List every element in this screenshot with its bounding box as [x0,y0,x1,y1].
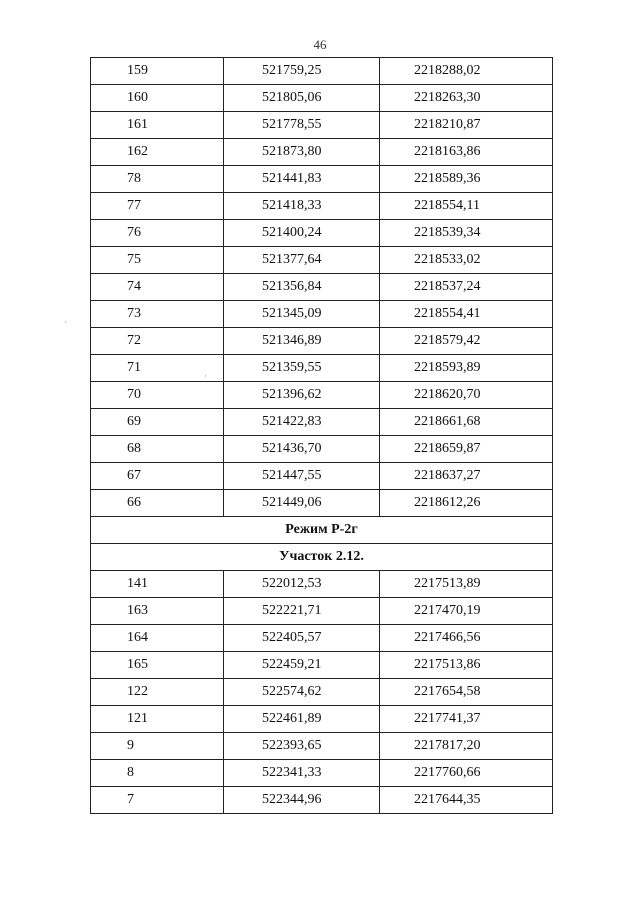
regime-heading-row [91,517,553,544]
y-coordinate-cell: 2218554,41 [380,301,553,328]
x-coordinate-cell: 522012,53 [224,571,380,598]
x-coordinate-cell: 521441,83 [224,166,380,193]
table-row [91,247,553,274]
regime-heading-group [91,517,553,571]
table-row [91,409,553,436]
table-row [91,328,553,355]
x-coordinate-cell: 522221,71 [224,598,380,625]
point-number-cell: 76 [91,220,224,247]
y-coordinate-cell: 2217466,56 [380,625,553,652]
point-number-cell: 75 [91,247,224,274]
x-coordinate-cell: 521346,89 [224,328,380,355]
point-number-cell: 161 [91,112,224,139]
point-number-cell: 71 [91,355,224,382]
point-number-cell: 67 [91,463,224,490]
point-number-cell: 68 [91,436,224,463]
table-row [91,733,553,760]
point-number-cell: 164 [91,625,224,652]
x-coordinate-cell: 521778,55 [224,112,380,139]
y-coordinate-cell: 2218661,68 [380,409,553,436]
x-coordinate-cell: 521356,84 [224,274,380,301]
y-coordinate-cell: 2218612,26 [380,490,553,517]
y-coordinate-cell: 2218533,02 [380,247,553,274]
table-row [91,598,553,625]
point-number-cell: 162 [91,139,224,166]
point-number-cell: 7 [91,787,224,814]
table-row [91,679,553,706]
x-coordinate-cell: 521759,25 [224,58,380,85]
point-number-cell: 165 [91,652,224,679]
table-row [91,760,553,787]
y-coordinate-cell: 2218579,42 [380,328,553,355]
y-coordinate-cell: 2218210,87 [380,112,553,139]
x-coordinate-cell: 522341,33 [224,760,380,787]
y-coordinate-cell: 2217513,86 [380,652,553,679]
point-number-cell: 72 [91,328,224,355]
table-row [91,139,553,166]
scan-speck: · [64,317,67,327]
x-coordinate-cell: 522461,89 [224,706,380,733]
point-number-cell: 141 [91,571,224,598]
x-coordinate-cell: 521436,70 [224,436,380,463]
x-coordinate-cell: 521449,06 [224,490,380,517]
section-heading: Участок 2.12. [91,544,553,571]
y-coordinate-cell: 2217817,20 [380,733,553,760]
x-coordinate-cell: 522459,21 [224,652,380,679]
y-coordinate-cell: 2218620,70 [380,382,553,409]
scan-speck: · [204,371,207,381]
point-number-cell: 122 [91,679,224,706]
regime-heading: Режим Р-2г [91,517,553,544]
y-coordinate-cell: 2218637,27 [380,463,553,490]
y-coordinate-cell: 2218288,02 [380,58,553,85]
y-coordinate-cell: 2218659,87 [380,436,553,463]
x-coordinate-cell: 522574,62 [224,679,380,706]
point-number-cell: 8 [91,760,224,787]
y-coordinate-cell: 2218554,11 [380,193,553,220]
table-row [91,301,553,328]
table-row [91,571,553,598]
point-number-cell: 159 [91,58,224,85]
point-number-cell: 70 [91,382,224,409]
x-coordinate-cell: 521396,62 [224,382,380,409]
y-coordinate-cell: 2217760,66 [380,760,553,787]
y-coordinate-cell: 2218589,36 [380,166,553,193]
x-coordinate-cell: 522344,96 [224,787,380,814]
table-row [91,85,553,112]
y-coordinate-cell: 2218537,24 [380,274,553,301]
x-coordinate-cell: 521359,55 [224,355,380,382]
x-coordinate-cell: 521873,80 [224,139,380,166]
table-row [91,112,553,139]
coordinates-block-1 [91,58,553,517]
y-coordinate-cell: 2217741,37 [380,706,553,733]
table-row [91,58,553,85]
y-coordinate-cell: 2218593,89 [380,355,553,382]
table-row [91,436,553,463]
x-coordinate-cell: 522405,57 [224,625,380,652]
table-row [91,220,553,247]
x-coordinate-cell: 521377,64 [224,247,380,274]
table-row [91,625,553,652]
point-number-cell: 69 [91,409,224,436]
x-coordinate-cell: 521422,83 [224,409,380,436]
point-number-cell: 9 [91,733,224,760]
point-number-cell: 121 [91,706,224,733]
x-coordinate-cell: 521345,09 [224,301,380,328]
point-number-cell: 66 [91,490,224,517]
point-number-cell: 78 [91,166,224,193]
point-number-cell: 77 [91,193,224,220]
x-coordinate-cell: 521805,06 [224,85,380,112]
y-coordinate-cell: 2217470,19 [380,598,553,625]
table-row [91,193,553,220]
y-coordinate-cell: 2218163,86 [380,139,553,166]
table-row [91,787,553,814]
table-row [91,274,553,301]
x-coordinate-cell: 522393,65 [224,733,380,760]
x-coordinate-cell: 521400,24 [224,220,380,247]
table-row [91,355,553,382]
table-row [91,166,553,193]
y-coordinate-cell: 2217654,58 [380,679,553,706]
point-number-cell: 163 [91,598,224,625]
table-row [91,652,553,679]
page-number: 46 [313,37,327,52]
x-coordinate-cell: 521418,33 [224,193,380,220]
point-number-cell: 73 [91,301,224,328]
y-coordinate-cell: 2218263,30 [380,85,553,112]
point-number-cell: 74 [91,274,224,301]
y-coordinate-cell: 2217513,89 [380,571,553,598]
coordinates-block-2 [91,571,553,814]
y-coordinate-cell: 2218539,34 [380,220,553,247]
x-coordinate-cell: 521447,55 [224,463,380,490]
section-heading-row [91,544,553,571]
table-row [91,490,553,517]
table-row [91,706,553,733]
y-coordinate-cell: 2217644,35 [380,787,553,814]
table-row [91,382,553,409]
coordinates-table [90,57,553,814]
table-row [91,463,553,490]
point-number-cell: 160 [91,85,224,112]
